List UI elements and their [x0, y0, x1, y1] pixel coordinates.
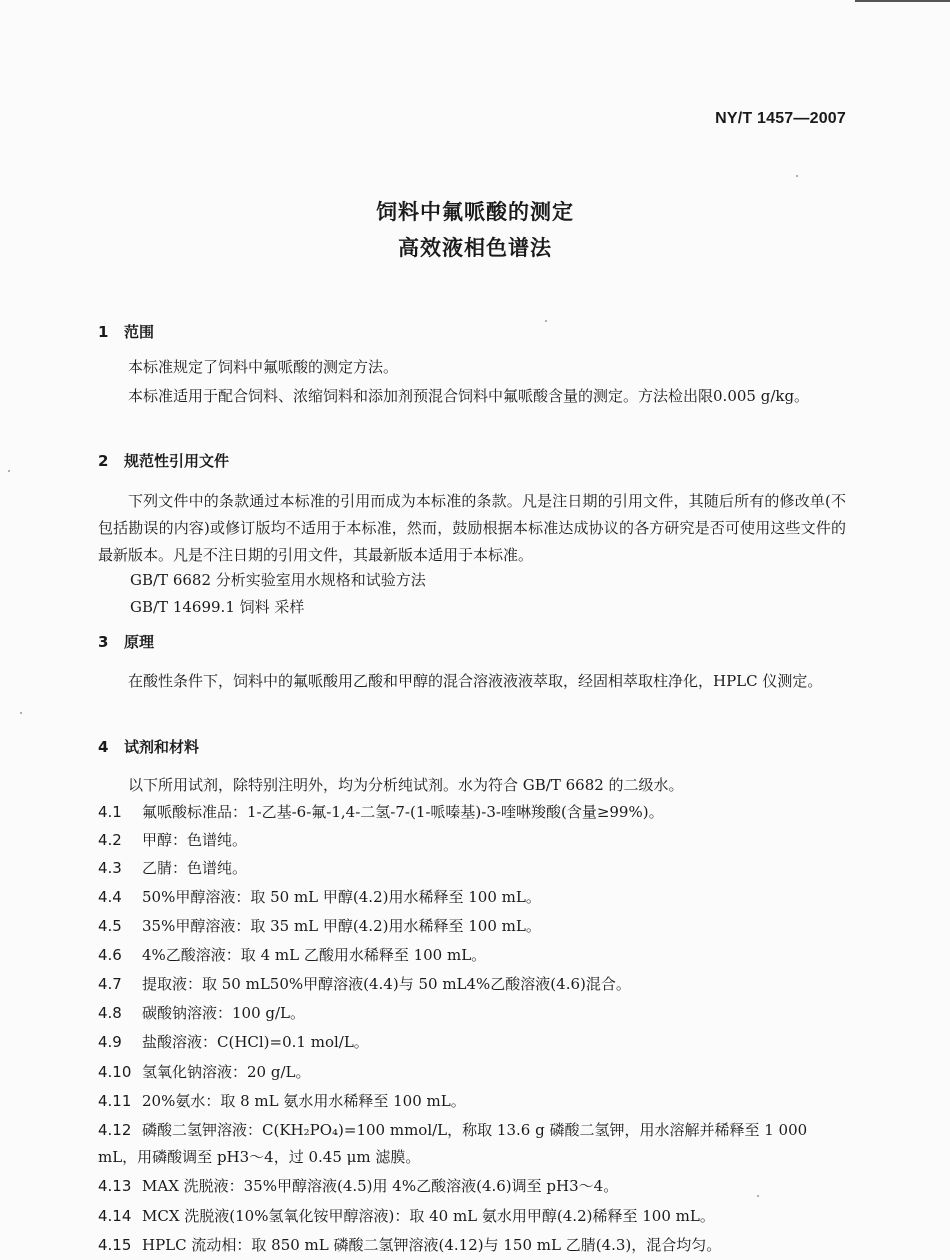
item-text: 乙腈：色谱纯。	[142, 859, 248, 877]
scan-speck	[796, 175, 798, 177]
document-subtitle: 高效液相色谱法	[398, 236, 552, 260]
list-item	[98, 1234, 721, 1255]
section-number: 3	[98, 633, 109, 651]
item-text: 甲醇：色谱纯。	[142, 831, 248, 849]
list-item	[98, 944, 486, 965]
list-item	[98, 1031, 369, 1052]
item-number: 4.4	[98, 888, 122, 906]
section-number: 4	[98, 738, 109, 756]
paragraph: 本标准规定了饲料中氟哌酸的测定方法。	[128, 358, 399, 376]
item-number: 4.5	[98, 917, 122, 935]
paragraph: 下列文件中的条款通过本标准的引用而成为本标准的条款。凡是注日期的引用文件，其随后所有的修改单(不包括勘误的内容)或修订版均不适用于本标准，然而，鼓励根据本标准达成协议的各方研究是否可使用这些文件的最新版本。凡是不注日期的引用文件，其最新版本适用于本标准。	[98, 492, 846, 564]
list-item	[98, 973, 631, 994]
list-item	[98, 829, 247, 850]
list-item	[98, 801, 664, 822]
reference-item: GB/T 14699.1 饲料 采样	[130, 598, 305, 616]
document-title: 饲料中氟哌酸的测定	[376, 200, 574, 224]
section-2-heading	[98, 450, 229, 471]
item-text: 提取液：取 50 mL50%甲醇溶液(4.4)与 50 mL4%乙酸溶液(4.6)混合。	[142, 975, 631, 993]
item-text: 氢氧化钠溶液：20 g/L。	[142, 1063, 311, 1081]
section-title: 范围	[124, 323, 155, 341]
item-number: 4.10	[98, 1063, 132, 1081]
item-number: 4.2	[98, 831, 122, 849]
section-title: 试剂和材料	[124, 738, 200, 756]
scan-speck	[8, 470, 10, 472]
paragraph: 本标准适用于配合饲料、浓缩饲料和添加剂预混合饲料中氟哌酸含量的测定。方法检出限0.005 g/kg。	[128, 387, 810, 405]
list-item	[98, 1002, 305, 1023]
item-text: 碳酸钠溶液：100 g/L。	[142, 1004, 306, 1022]
item-number: 4.1	[98, 803, 122, 821]
list-item	[98, 857, 247, 878]
item-number: 4.11	[98, 1092, 132, 1110]
section-title: 规范性引用文件	[124, 452, 230, 470]
item-text: MCX 洗脱液(10%氢氧化铵甲醇溶液)：取 40 mL 氨水用甲醇(4.2)稀释至 100 mL。	[142, 1207, 715, 1225]
item-number: 4.15	[98, 1236, 132, 1254]
section-4-heading	[98, 736, 199, 757]
item-text: 20%氨水：取 8 mL 氨水用水稀释至 100 mL。	[142, 1092, 466, 1110]
list-item	[98, 1117, 843, 1171]
item-number: 4.6	[98, 946, 122, 964]
section-number: 2	[98, 452, 109, 470]
reference-item: GB/T 6682 分析实验室用水规格和试验方法	[130, 571, 426, 589]
top-rule	[855, 0, 950, 2]
section-3-heading	[98, 631, 154, 652]
item-text: 35%甲醇溶液：取 35 mL 甲醇(4.2)用水稀释至 100 mL。	[142, 917, 541, 935]
item-number: 4.7	[98, 975, 122, 993]
list-item	[98, 886, 541, 907]
list-item	[98, 915, 541, 936]
item-text: 氟哌酸标准品：1-乙基-6-氟-1,4-二氢-7-(1-哌嗪基)-3-喹啉羧酸(含量≥99%)。	[142, 803, 664, 821]
scan-speck	[20, 712, 22, 714]
section-number: 1	[98, 323, 109, 341]
item-text: 磷酸二氢钾溶液：C(KH₂PO₄)=100 mmol/L，称取 13.6 g 磷酸二氢钾，用水溶解并稀释至 1 000 mL，用磷酸调至 pH3～4，过 0.45 μm 滤膜。	[98, 1121, 808, 1166]
item-number: 4.8	[98, 1004, 122, 1022]
scan-speck	[757, 1195, 759, 1197]
item-number: 4.9	[98, 1033, 122, 1051]
item-text: MAX 洗脱液：35%甲醇溶液(4.5)用 4%乙酸溶液(4.6)调至 pH3～4。	[142, 1177, 619, 1195]
list-item	[98, 1061, 310, 1082]
item-number: 4.14	[98, 1207, 132, 1225]
item-number: 4.13	[98, 1177, 132, 1195]
list-item	[98, 1175, 618, 1196]
item-text: 4%乙酸溶液：取 4 mL 乙酸用水稀释至 100 mL。	[142, 946, 487, 964]
item-number: 4.3	[98, 859, 122, 877]
item-text: HPLC 流动相：取 850 mL 磷酸二氢钾溶液(4.12)与 150 mL 乙腈(4.3)，混合均匀。	[142, 1236, 722, 1254]
paragraph: 以下所用试剂，除特别注明外，均为分析纯试剂。水为符合 GB/T 6682 的二级水。	[128, 776, 684, 794]
item-number: 4.12	[98, 1121, 132, 1139]
scan-speck	[545, 320, 547, 322]
item-text: 50%甲醇溶液：取 50 mL 甲醇(4.2)用水稀释至 100 mL。	[142, 888, 541, 906]
list-item	[98, 1090, 466, 1111]
list-item	[98, 1205, 715, 1226]
section-1-heading	[98, 321, 154, 342]
section-title: 原理	[124, 633, 155, 651]
standard-code: NY/T 1457—2007	[715, 110, 846, 127]
item-text: 盐酸溶液：C(HCl)=0.1 mol/L。	[142, 1033, 369, 1051]
paragraph: 在酸性条件下，饲料中的氟哌酸用乙酸和甲醇的混合溶液液液萃取，经固相萃取柱净化，HPLC 仪测定。	[128, 672, 823, 690]
